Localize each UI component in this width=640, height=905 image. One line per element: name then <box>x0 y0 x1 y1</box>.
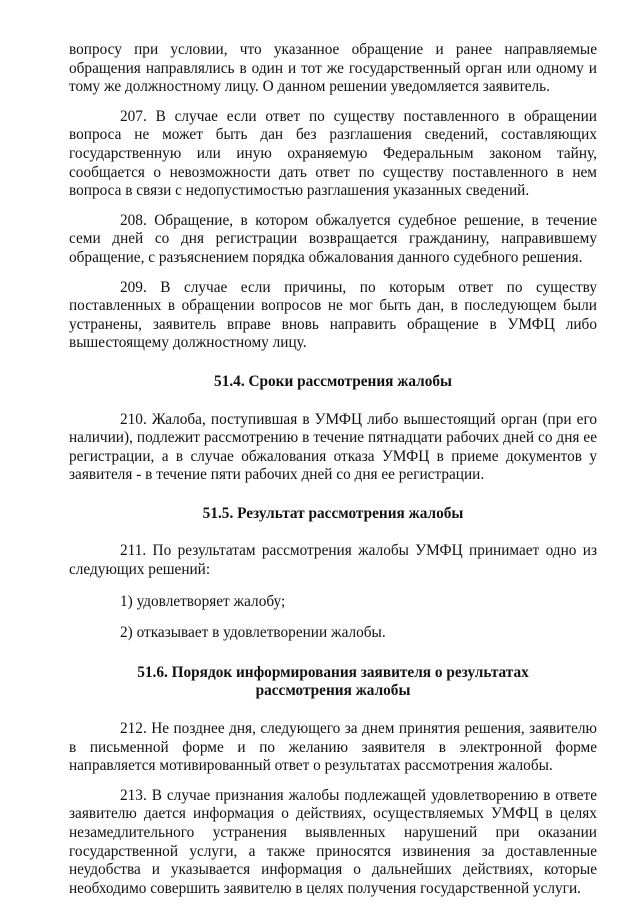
paragraph-209: 209. В случае если причины, по которым ответ по существу поставленных в обращении вопросов не мог быть дан, в последующем были устранены, заявитель вправе вновь направить обращение в УМФЦ либо вышестоящему должностному лицу. <box>69 278 597 352</box>
section-heading-51-5: 51.5. Результат рассмотрения жалобы <box>202 504 464 522</box>
paragraph-208: 208. Обращение, в котором обжалуется судебное решение, в течение семи дней со дня регистрации возвращается гражданину, направившему обращение, с разъяснением порядка обжалования данного судебного решения. <box>69 211 597 266</box>
paragraph-213: 213. В случае признания жалобы подлежащей удовлетворению в ответе заявителю дается информация о действиях, осуществляемых УМФЦ в целях незамедлительного устранения выявленных нарушений при оказании государственной услуги, а также приносятся извинения за доставленные неудобства и указывается информация о дальнейших действиях, которые необходимо совершить заявителю в целях получения государственной услуги. <box>69 786 597 897</box>
paragraph-207: 207. В случае если ответ по существу поставленного в обращении вопроса не может быть дан без разглашения сведений, составляющих государственную или иную охраняемую Федеральным законом тайну, сообщается о невозможности дать ответ по существу поставленного в нем вопроса в связи с недопустимостью разглашения указанных сведений. <box>69 107 597 200</box>
section-heading-51-6-line2: рассмотрения жалобы <box>255 682 411 700</box>
paragraph-210: 210. Жалоба, поступившая в УМФЦ либо вышестоящий орган (при его наличии), подлежит рассмотрению в течение пятнадцати рабочих дней со дня ее регистрации, а в случае обжалования отказа УМФЦ в приеме документов у заявителя - в течение пяти рабочих дней со дня ее регистрации. <box>69 410 597 484</box>
document-page <box>69 41 597 898</box>
section-heading-51-4: 51.4. Сроки рассмотрения жалобы <box>214 372 452 390</box>
section-heading-51-6 <box>69 664 597 701</box>
paragraph-212: 212. Не позднее дня, следующего за днем принятия решения, заявителю в письменной форме и по желанию заявителя в электронной форме направляется мотивированный ответ о результатах рассмотрения жалобы. <box>69 720 597 775</box>
list-item-refuse: 2) отказывает в удовлетворении жалобы. <box>120 624 386 642</box>
paragraph-206-continuation: вопросу при условии, что указанное обращение и ранее направляемые обращения направлялись в один и тот же государственный орган или одному и тому же должностному лицу. О данном решении уведомляется заявитель. <box>69 41 597 96</box>
section-heading-51-6-line1: 51.6. Порядок информирования заявителя о результатах <box>137 663 529 681</box>
list-item-satisfy: 1) удовлетворяет жалобу; <box>120 592 286 610</box>
paragraph-211: 211. По результатам рассмотрения жалобы УМФЦ принимает одно из следующих решений: <box>69 542 597 579</box>
